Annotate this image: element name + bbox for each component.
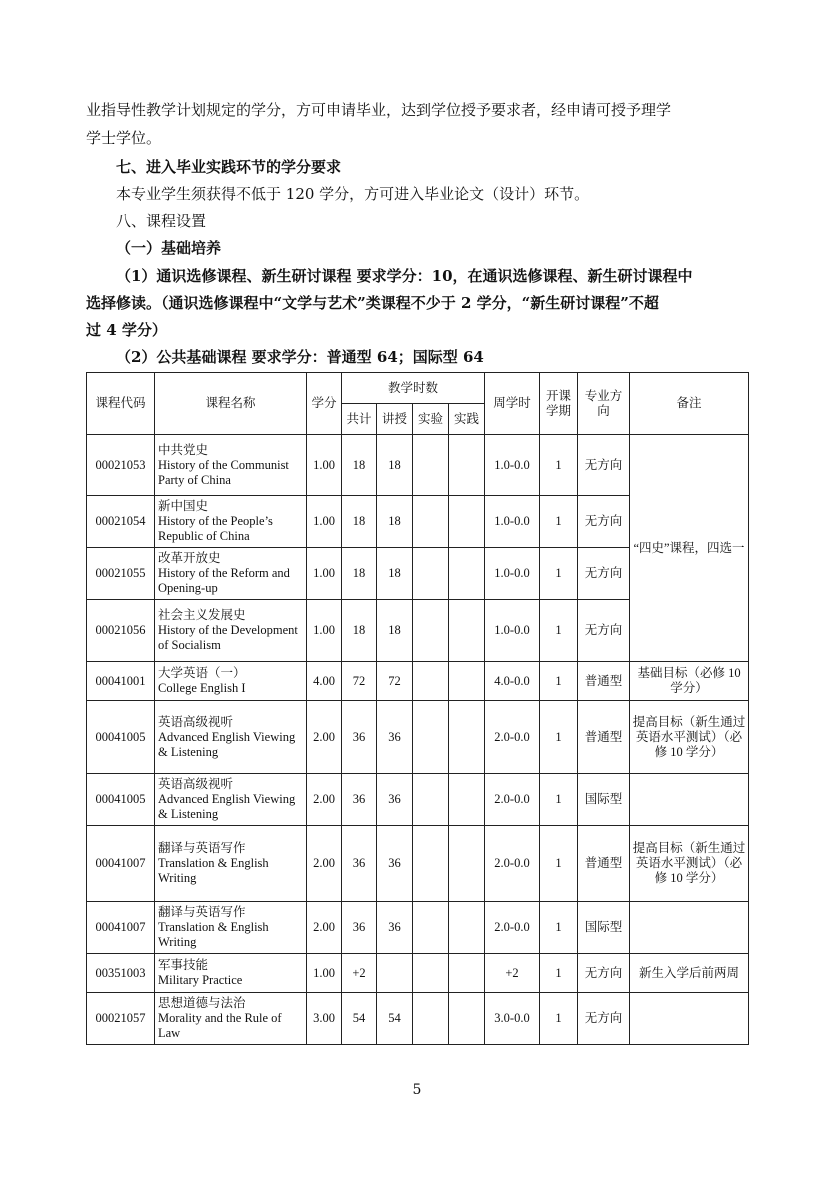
weekly-hours: 1.0-0.0 [485,548,540,600]
direction: 普通型 [578,662,630,701]
requirement-line-2: 选择修读。（通识选修课程中“文学与艺术”类课程不少于 2 学分，“新生研讨课程”不超 [86,294,659,312]
direction: 国际型 [578,774,630,826]
course-code: 00041007 [87,826,155,902]
hours-lab [413,774,449,826]
hours-lecture: 36 [377,701,413,774]
weekly-hours: 3.0-0.0 [485,993,540,1045]
table-row [87,701,749,774]
credit: 2.00 [307,826,342,902]
header-semester: 开课学期 [540,373,578,435]
merged-note: “四史”课程，四选一 [630,435,749,662]
course-name-en: Military Practice [158,973,243,987]
course-name [155,600,307,662]
hours-lab [413,496,449,548]
hours-practice [449,548,485,600]
header-lab: 实验 [413,404,449,435]
hours-practice [449,774,485,826]
note [630,902,749,954]
course-name-en: History of the Reform and Opening-up [158,566,290,595]
semester: 1 [540,954,578,993]
hours-lecture: 18 [377,600,413,662]
credit: 1.00 [307,548,342,600]
hours-total: 18 [342,496,377,548]
course-name [155,496,307,548]
intro-line-1: 业指导性教学计划规定的学分，方可申请毕业，达到学位授予要求者，经申请可授予理学 [86,101,672,119]
course-code: 00351003 [87,954,155,993]
header-note: 备注 [630,373,749,435]
table-row [87,993,749,1045]
hours-practice [449,902,485,954]
direction: 无方向 [578,496,630,548]
note [630,993,749,1045]
course-name-cn: 大学英语（一） [158,666,246,680]
weekly-hours: +2 [485,954,540,993]
direction: 无方向 [578,600,630,662]
course-name [155,701,307,774]
hours-total: 72 [342,662,377,701]
credit: 2.00 [307,701,342,774]
course-name [155,774,307,826]
direction: 无方向 [578,993,630,1045]
hours-total: 18 [342,435,377,496]
hours-lecture: 36 [377,774,413,826]
note: 提高目标（新生通过英语水平测试）（必修 10 学分） [630,701,749,774]
course-code: 00041005 [87,774,155,826]
credit: 1.00 [307,600,342,662]
semester: 1 [540,435,578,496]
hours-lecture: 18 [377,496,413,548]
course-name-cn: 英语高级视听 [158,777,234,791]
hours-lab [413,902,449,954]
course-name [155,993,307,1045]
course-code: 00041001 [87,662,155,701]
weekly-hours: 1.0-0.0 [485,435,540,496]
section-7-text: 本专业学生须获得不低于 120 学分，方可进入毕业论文（设计）环节。 [116,185,590,203]
hours-lab [413,662,449,701]
hours-lecture: 36 [377,826,413,902]
direction: 普通型 [578,826,630,902]
direction: 无方向 [578,548,630,600]
direction: 国际型 [578,902,630,954]
credit: 4.00 [307,662,342,701]
hours-practice [449,993,485,1045]
hours-total: 36 [342,826,377,902]
course-name [155,662,307,701]
semester: 1 [540,993,578,1045]
hours-lecture [377,954,413,993]
table-row [87,774,749,826]
table-row [87,902,749,954]
credit: 3.00 [307,993,342,1045]
course-name-cn: 思想道德与法治 [158,996,246,1010]
semester: 1 [540,496,578,548]
course-name [155,902,307,954]
subsection-2-heading: （2）公共基础课程 要求学分：普通型 64；国际型 64 [116,348,484,366]
semester: 1 [540,662,578,701]
course-name-en: Translation & English Writing [158,920,269,949]
page-number: 5 [412,1082,422,1098]
hours-lab [413,600,449,662]
course-code: 00041005 [87,701,155,774]
course-name-cn: 军事技能 [158,958,209,972]
course-name-en: History of the Communist Party of China [158,457,289,487]
course-table [86,372,749,1045]
hours-practice [449,435,485,496]
credit: 1.00 [307,954,342,993]
hours-total: 36 [342,902,377,954]
course-name-en: Advanced English Viewing & Listening [158,729,296,759]
course-code: 00021053 [87,435,155,496]
section-7-heading: 七、进入毕业实践环节的学分要求 [116,158,342,176]
course-name-en: Advanced English Viewing & Listening [158,792,296,821]
semester: 1 [540,826,578,902]
credit: 1.00 [307,496,342,548]
hours-lab [413,435,449,496]
hours-total: 18 [342,548,377,600]
course-name-en: Translation & English Writing [158,856,269,885]
course-code: 00021057 [87,993,155,1045]
weekly-hours: 2.0-0.0 [485,902,540,954]
hours-practice [449,496,485,548]
course-name [155,548,307,600]
semester: 1 [540,701,578,774]
hours-lecture: 18 [377,435,413,496]
weekly-hours: 1.0-0.0 [485,600,540,662]
weekly-hours: 2.0-0.0 [485,774,540,826]
semester: 1 [540,902,578,954]
hours-total: 36 [342,701,377,774]
hours-lecture: 36 [377,902,413,954]
weekly-hours: 1.0-0.0 [485,496,540,548]
subsection-1-heading: （一）基础培养 [116,239,222,257]
course-name [155,954,307,993]
course-name-en: History of the Development of Socialism [158,623,298,652]
course-name-en: College English I [158,681,246,695]
table-row [87,826,749,902]
note: 基础目标（必修 10 学分） [630,662,749,701]
semester: 1 [540,548,578,600]
header-lecture: 讲授 [377,404,413,435]
header-practice: 实践 [449,404,485,435]
course-name-cn: 英语高级视听 [158,714,234,729]
course-name-cn: 翻译与英语写作 [158,905,246,919]
course-name-cn: 改革开放史 [158,551,221,565]
course-name [155,826,307,902]
table-row [87,954,749,993]
course-code: 00021054 [87,496,155,548]
weekly-hours: 4.0-0.0 [485,662,540,701]
hours-practice [449,954,485,993]
table-row [87,435,749,496]
hours-lecture: 72 [377,662,413,701]
header-code: 课程代码 [87,373,155,435]
hours-lab [413,954,449,993]
course-name-en: History of the People’s Republic of China [158,514,273,543]
semester: 1 [540,600,578,662]
course-name-cn: 中共党史 [158,442,209,457]
hours-lecture: 54 [377,993,413,1045]
header-direction: 专业方向 [578,373,630,435]
header-hours: 教学时数 [342,373,485,404]
hours-lab [413,548,449,600]
course-name-en: Morality and the Rule of Law [158,1011,282,1040]
header-credit: 学分 [307,373,342,435]
direction: 无方向 [578,954,630,993]
hours-lecture: 18 [377,548,413,600]
hours-practice [449,600,485,662]
course-name [155,435,307,496]
hours-lab [413,826,449,902]
header-total: 共计 [342,404,377,435]
credit: 2.00 [307,902,342,954]
hours-lab [413,993,449,1045]
hours-practice [449,662,485,701]
hours-total: 18 [342,600,377,662]
requirement-line-1: （1）通识选修课程、新生研讨课程 要求学分：10，在通识选修课程、新生研讨课程中 [116,267,693,285]
note: 新生入学后前两周 [630,954,749,993]
section-8-heading: 八、课程设置 [116,212,207,230]
course-name-cn: 新中国史 [158,499,209,513]
course-code: 00021056 [87,600,155,662]
hours-practice [449,701,485,774]
hours-practice [449,826,485,902]
weekly-hours: 2.0-0.0 [485,701,540,774]
hours-total: +2 [342,954,377,993]
course-code: 00041007 [87,902,155,954]
credit: 2.00 [307,774,342,826]
credit: 1.00 [307,435,342,496]
table-row [87,662,749,701]
note: 提高目标（新生通过英语水平测试）（必修 10 学分） [630,826,749,902]
hours-lab [413,701,449,774]
direction: 普通型 [578,701,630,774]
header-name: 课程名称 [155,373,307,435]
note [630,774,749,826]
hours-total: 54 [342,993,377,1045]
hours-total: 36 [342,774,377,826]
course-code: 00021055 [87,548,155,600]
direction: 无方向 [578,435,630,496]
course-name-cn: 翻译与英语写作 [158,841,246,855]
course-name-cn: 社会主义发展史 [158,608,246,622]
header-weekly: 周学时 [485,373,540,435]
intro-line-2: 学士学位。 [86,129,162,147]
semester: 1 [540,774,578,826]
requirement-line-3: 过 4 学分） [86,321,167,339]
weekly-hours: 2.0-0.0 [485,826,540,902]
